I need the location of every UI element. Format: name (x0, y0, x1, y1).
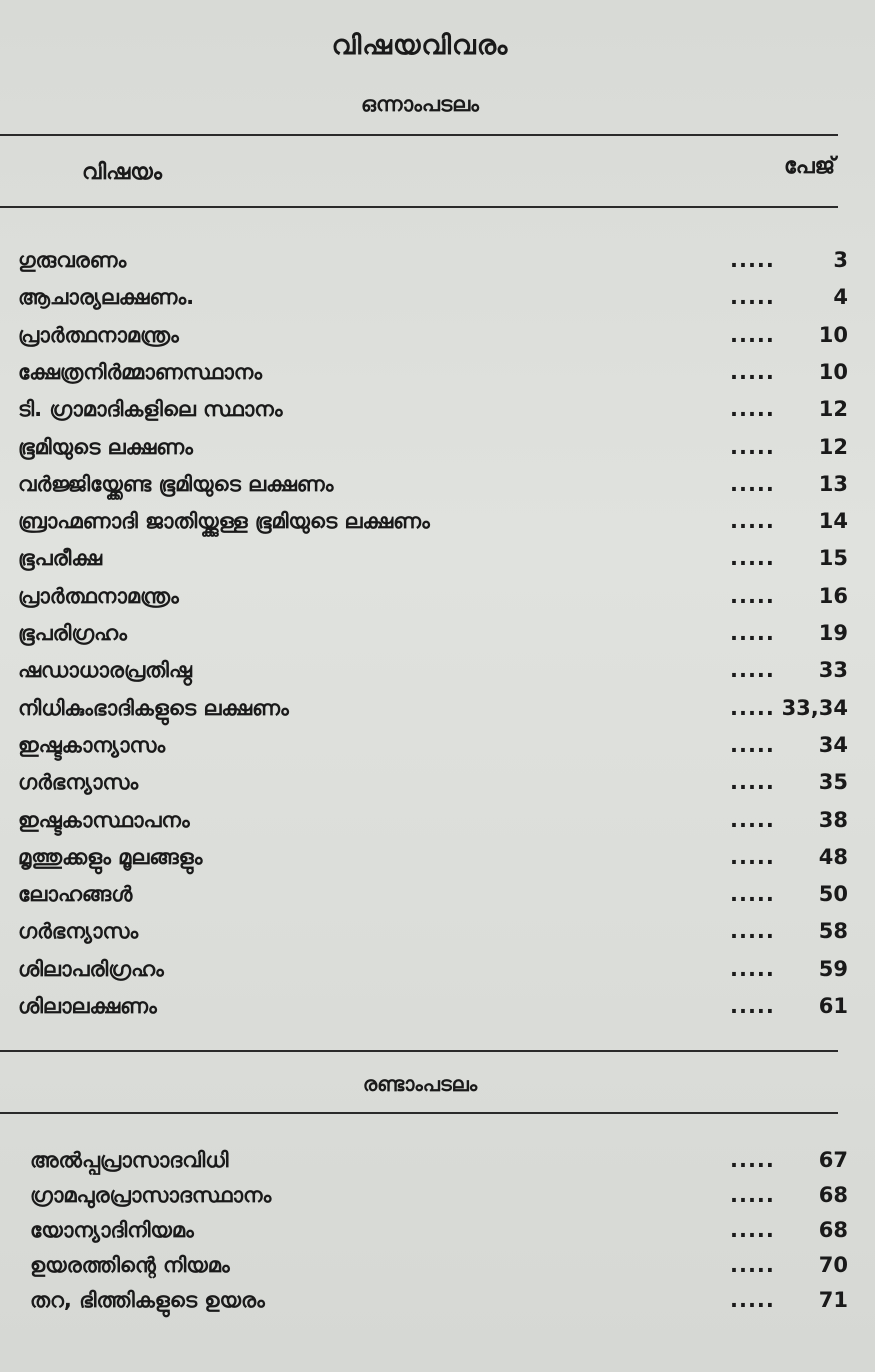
toc-page-number: 61 (818, 994, 848, 1018)
toc-row (18, 696, 848, 729)
toc-topic: ഉയരത്തിന്റെ നിയമം (30, 1253, 230, 1277)
toc-leader-dots: ..... (730, 322, 775, 347)
toc-row (18, 285, 848, 318)
toc-topic: പ്രാർത്ഥനാമന്ത്രം (18, 583, 179, 608)
page-title: വിഷയവിവരം (331, 30, 509, 61)
toc-page-number: 59 (818, 956, 848, 981)
toc-leader-dots: ..... (730, 546, 775, 571)
toc-topic: മൃത്തുക്കളും മൂലങ്ങളും (18, 844, 203, 869)
toc-leader-dots: ..... (730, 583, 775, 608)
toc-leader-dots: ..... (730, 1288, 775, 1312)
toc-page-number: 50 (818, 882, 848, 907)
toc-topic: അൽപ്പപ്രാസാദവിധി (30, 1148, 229, 1172)
toc-page-number: 13 (818, 471, 848, 496)
toc-leader-dots: ..... (730, 956, 775, 981)
toc-row (18, 994, 848, 1027)
toc-row (18, 584, 848, 617)
toc-topic: യോന്യാദിനിയമം (30, 1218, 194, 1242)
toc-page-number: 10 (818, 359, 848, 384)
toc-row (30, 1218, 848, 1251)
toc-topic: ബ്രാഹ്മണാദി ജാതിയ്ക്കുള്ള ഭൂമിയുടെ ലക്ഷണം (18, 509, 430, 534)
toc-page-number: 16 (818, 583, 848, 608)
toc-row (18, 323, 848, 356)
toc-page-number: 68 (818, 1218, 848, 1242)
toc-row (30, 1288, 848, 1321)
toc-leader-dots: ..... (730, 1253, 775, 1277)
toc-row (18, 658, 848, 691)
toc-row (18, 472, 848, 505)
toc-page-number: 70 (818, 1253, 848, 1277)
toc-row (18, 360, 848, 393)
toc-topic: ക്ഷേത്രനിർമ്മാണസ്ഥാനം (18, 359, 263, 384)
chapter-2-heading: രണ്ടാംപടലം (362, 1072, 478, 1096)
toc-row (18, 546, 848, 579)
toc-topic: ഗർഭന്യാസം (18, 770, 139, 795)
toc-row (18, 509, 848, 542)
toc-page-number: 33,34 (781, 695, 848, 720)
toc-topic: ആചാര്യലക്ഷണം. (18, 285, 195, 310)
toc-leader-dots: ..... (730, 359, 775, 384)
toc-topic: ഭൂപരീക്ഷ (18, 546, 102, 571)
chapter-2-rule-top (0, 1050, 838, 1052)
toc-leader-dots: ..... (730, 471, 775, 496)
header-rule-bottom (0, 206, 838, 208)
toc-leader-dots: ..... (730, 248, 775, 272)
toc-row (18, 248, 848, 281)
chapter-1-heading: ഒന്നാംപടലം (361, 92, 479, 116)
toc-leader-dots: ..... (730, 434, 775, 459)
toc-topic: പ്രാർത്ഥനാമന്ത്രം (18, 322, 179, 347)
toc-page-number: 4 (833, 285, 848, 310)
toc-topic: ഗ്രാമപുരപ്രാസാദസ്ഥാനം (30, 1183, 272, 1207)
column-header-topic: വിഷയം (82, 160, 162, 185)
toc-topic: ടി. ഗ്രാമാദികളിലെ സ്ഥാനം (18, 397, 283, 422)
toc-page-number: 19 (818, 621, 848, 645)
toc-page-number: 12 (818, 434, 848, 459)
toc-row (18, 397, 848, 430)
toc-row (18, 435, 848, 468)
toc-leader-dots: ..... (730, 658, 775, 683)
toc-leader-dots: ..... (730, 919, 775, 944)
toc-leader-dots: ..... (730, 509, 775, 534)
toc-row (18, 733, 848, 766)
toc-page-number: 34 (818, 732, 848, 757)
toc-row (18, 770, 848, 803)
toc-row (30, 1253, 848, 1286)
toc-topic: ഷഡാധാരപ്രതിഷ്ഠ (18, 658, 192, 683)
toc-page-number: 38 (818, 807, 848, 832)
toc-topic: ഇഷ്ടകാന്യാസം (18, 732, 166, 757)
toc-leader-dots: ..... (730, 807, 775, 832)
toc-topic: വർജ്ജിയ്ക്കേണ്ട ഭൂമിയുടെ ലക്ഷണം (18, 471, 334, 496)
toc-leader-dots: ..... (730, 695, 775, 720)
toc-page-number: 48 (818, 844, 848, 869)
toc-page-number: 35 (818, 770, 848, 795)
toc-leader-dots: ..... (730, 285, 775, 310)
toc-page-number: 12 (818, 397, 848, 422)
toc-page-number: 3 (833, 248, 848, 272)
toc-leader-dots: ..... (730, 1148, 775, 1172)
toc-row (18, 845, 848, 878)
toc-topic: നിധികുംഭാദികളുടെ ലക്ഷണം (18, 695, 289, 720)
toc-topic: ഭൂമിയുടെ ലക്ഷണം (18, 434, 193, 459)
toc-leader-dots: ..... (730, 770, 775, 795)
toc-topic: ഗർഭന്യാസം (18, 919, 139, 944)
toc-row (18, 808, 848, 841)
chapter-2-rule-bottom (0, 1112, 838, 1114)
toc-topic: ശിലാപരിഗ്രഹം (18, 956, 164, 981)
toc-topic: തറ, ഭിത്തികളുടെ ഉയരം (30, 1288, 265, 1312)
toc-leader-dots: ..... (730, 621, 775, 645)
toc-leader-dots: ..... (730, 1218, 775, 1242)
toc-page-number: 15 (818, 546, 848, 571)
toc-leader-dots: ..... (730, 882, 775, 907)
toc-page-number: 58 (818, 919, 848, 944)
toc-topic: ലോഹങ്ങൾ (18, 882, 133, 907)
column-header-page: പേജ് (784, 154, 836, 179)
toc-row (18, 621, 848, 654)
toc-page-number: 67 (818, 1148, 848, 1172)
toc-leader-dots: ..... (730, 844, 775, 869)
toc-leader-dots: ..... (730, 994, 775, 1018)
toc-page-number: 71 (818, 1288, 848, 1312)
toc-row (30, 1183, 848, 1216)
toc-page-number: 33 (818, 658, 848, 683)
toc-row (18, 957, 848, 990)
toc-leader-dots: ..... (730, 1183, 775, 1207)
header-rule-top (0, 134, 838, 136)
toc-leader-dots: ..... (730, 732, 775, 757)
toc-topic: ഗുരുവരണം (18, 248, 127, 272)
toc-topic: ശിലാലക്ഷണം (18, 994, 157, 1018)
toc-topic: ഭൂപരിഗ്രഹം (18, 621, 127, 645)
toc-topic: ഇഷ്ടകാസ്ഥാപനം (18, 807, 190, 832)
toc-page-number: 10 (818, 322, 848, 347)
toc-page-number: 68 (818, 1183, 848, 1207)
toc-row (18, 882, 848, 915)
toc-row (30, 1148, 848, 1181)
toc-leader-dots: ..... (730, 397, 775, 422)
toc-page-number: 14 (818, 509, 848, 534)
toc-row (18, 919, 848, 952)
